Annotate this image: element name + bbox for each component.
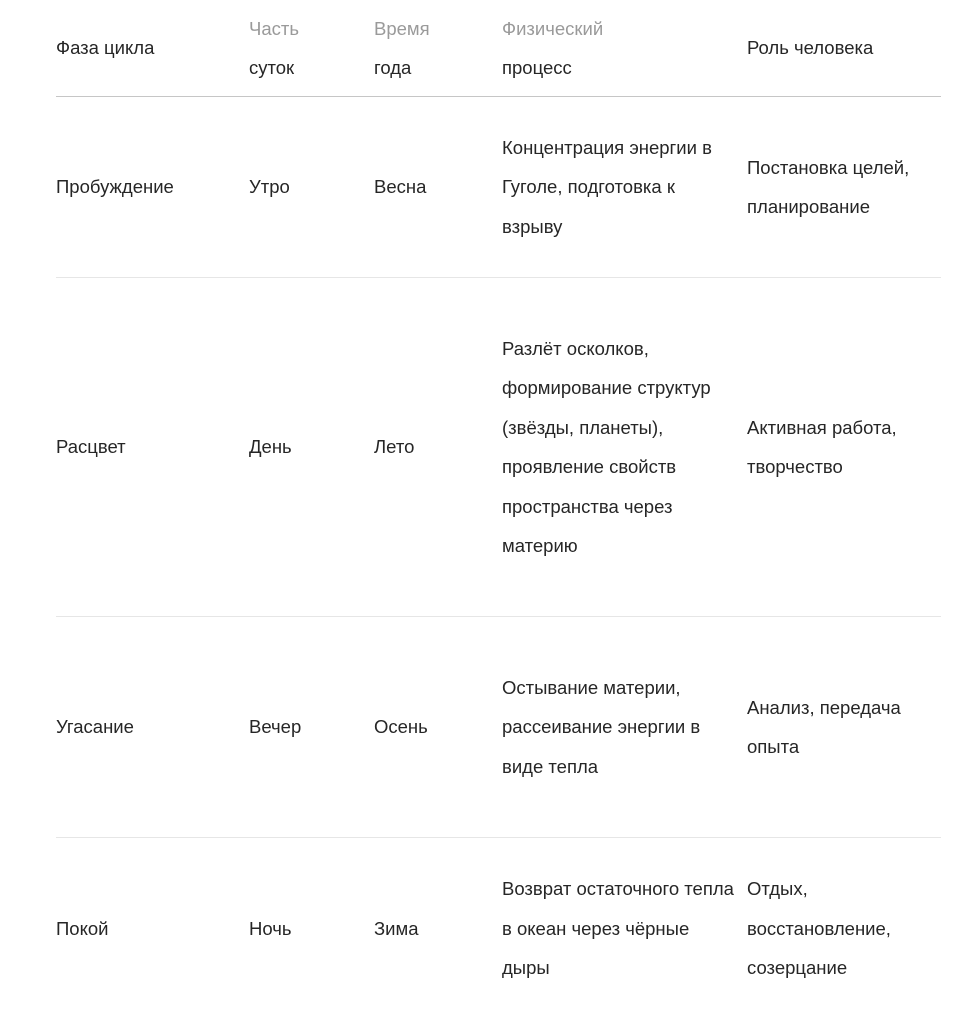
cell-phase: Пробуждение bbox=[56, 97, 249, 278]
cycle-phases-table-container bbox=[56, 0, 941, 1019]
cell-process: Остывание материи, рассеивание энергии в виде тепла bbox=[502, 617, 747, 838]
table-body bbox=[56, 97, 941, 1020]
cell-day-part: Вечер bbox=[249, 617, 374, 838]
cell-season: Зима bbox=[374, 917, 419, 939]
cell-season: Лето bbox=[374, 278, 502, 617]
table-row bbox=[56, 278, 941, 617]
header-row bbox=[56, 0, 941, 97]
table-row bbox=[56, 838, 941, 1020]
cell-human-role: Постановка целей, планирование bbox=[747, 97, 941, 278]
cell-day-part: Утро bbox=[249, 97, 374, 278]
header-season-line1: Время bbox=[374, 17, 430, 39]
header-season bbox=[374, 0, 502, 97]
header-day-part-line1: Часть bbox=[249, 17, 299, 39]
header-day-part bbox=[249, 0, 374, 97]
cell-phase: Покой bbox=[56, 917, 109, 939]
header-process-line1: Физический bbox=[502, 17, 604, 39]
cell-process: Возврат остаточного тепла в океан через чёрные дыры bbox=[502, 878, 734, 979]
header-process bbox=[502, 0, 747, 97]
table-row bbox=[56, 97, 941, 278]
cell-day-part: День bbox=[249, 278, 374, 617]
cell-process: Разлёт осколков, формирование структур (звёзды, планеты), проявление свойств пространства через материю bbox=[502, 278, 747, 617]
cell-human-role: Активная работа, творчество bbox=[747, 278, 941, 617]
cell-phase: Угасание bbox=[56, 617, 249, 838]
cell-season: Осень bbox=[374, 617, 502, 838]
cell-season: Весна bbox=[374, 97, 502, 278]
cell-human-role: Отдых, восстановление, созерцание bbox=[747, 878, 891, 979]
header-season-line2: года bbox=[374, 57, 412, 78]
header-phase: Фаза цикла bbox=[56, 0, 249, 97]
header-human-role: Роль человека bbox=[747, 0, 941, 97]
cell-process: Концентрация энергии в Гуголе, подготовка к взрыву bbox=[502, 97, 747, 278]
cell-day-part: Ночь bbox=[249, 917, 292, 939]
table-row bbox=[56, 617, 941, 838]
header-day-part-line2: суток bbox=[249, 57, 295, 78]
cell-human-role: Анализ, передача опыта bbox=[747, 617, 941, 838]
table-header bbox=[56, 0, 941, 97]
cycle-phases-table bbox=[56, 0, 941, 1019]
cell-phase: Расцвет bbox=[56, 278, 249, 617]
header-process-line2: процесс bbox=[502, 57, 572, 78]
